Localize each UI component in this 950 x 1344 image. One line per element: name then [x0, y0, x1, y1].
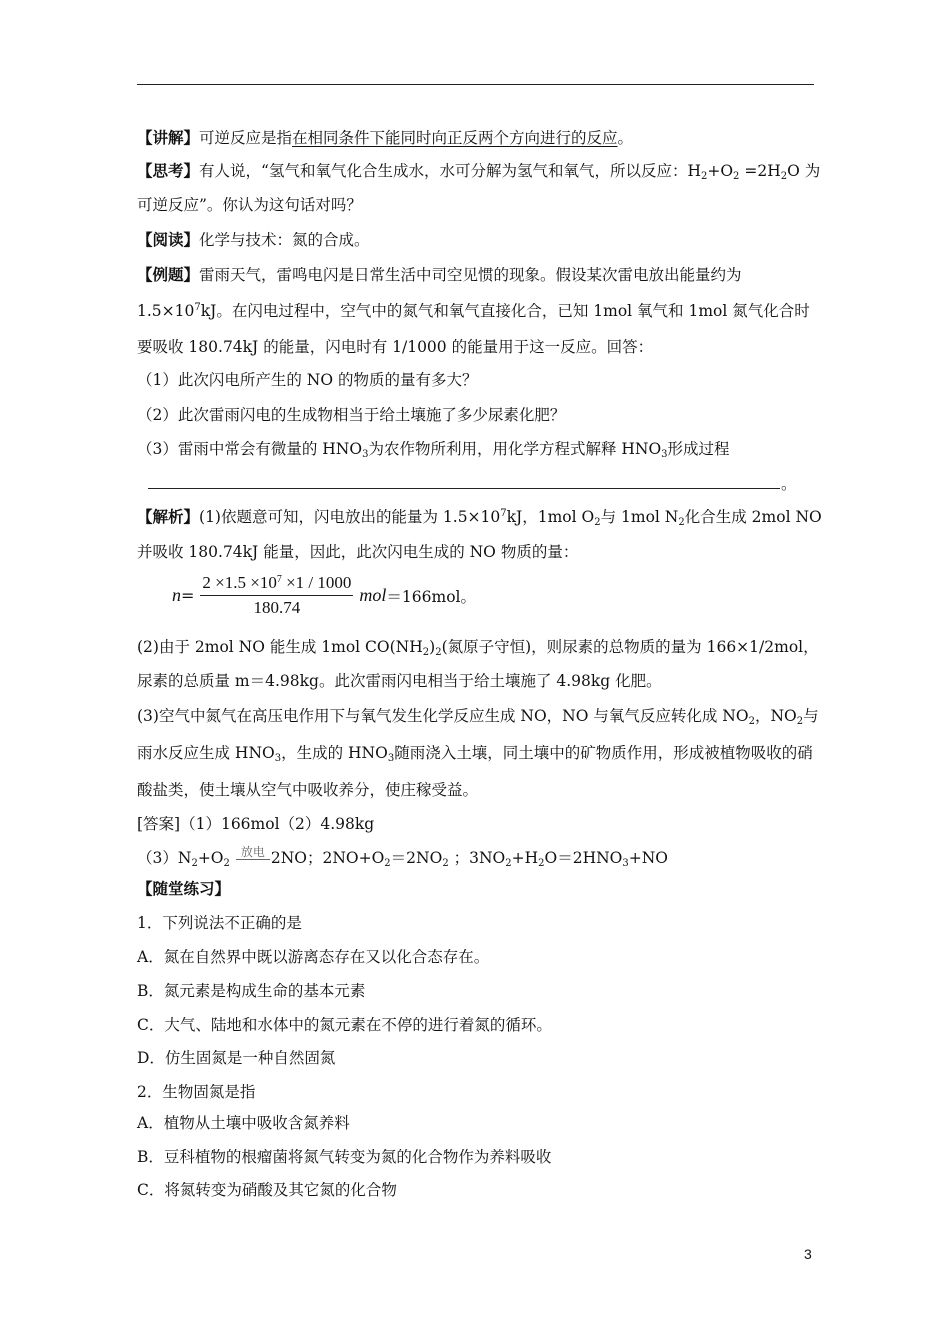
lecture-definition: 在相同条件下能同时向正反两个方向进行的反应 — [292, 129, 618, 147]
analysis-part-3-line-2: 雨水反应生成 $HNO_3$，生成的 $HNO_3$随雨浇入土壤，同土壤中的矿物质作用，形成被植物吸收的硝 — [137, 744, 813, 764]
lecture-paragraph: 【讲解】可逆反应是指在相同条件下能同时向正反两个方向进行的反应。 — [137, 128, 634, 147]
formula-variable: n — [172, 585, 181, 605]
page-number: 3 — [804, 1246, 812, 1262]
q2-option-b: B．豆科植物的根瘤菌将氮气转变为氮的化合物作为养料吸收 — [137, 1148, 552, 1166]
q2-option-a: A．植物从土壤中吸收含氮养料 — [137, 1114, 350, 1132]
header-rule — [137, 84, 814, 85]
analysis-part-2-line-2: 尿素的总质量 m＝4.98kg。此次雷雨闪电相当于给土壤施了 4.98kg 化肥。 — [137, 672, 662, 690]
q1-option-c: C．大气、陆地和水体中的氮元素在不停的进行着氮的循环。 — [137, 1016, 552, 1034]
reading-tag: 【阅读】 — [137, 230, 200, 249]
blank-end-mark: 。 — [781, 475, 797, 493]
analysis-paragraph: 【解析】(1)依题意可知，闪电放出的能量为 $1.5\times 10^7kJ$，1mol $O_2$与 1mol $N_2$化合生成 2mol NO — [137, 507, 822, 528]
formula-unit: mol — [359, 585, 387, 605]
reaction-condition-label: 放电 — [240, 845, 265, 859]
q1-option-a: A．氮在自然界中既以游离态存在又以化合态存在。 — [137, 948, 490, 966]
reading-paragraph: 【阅读】化学与技术：氮的合成。 — [137, 230, 370, 249]
reaction-condition-arrow — [236, 846, 270, 860]
analysis-part-3: (3)空气中氮气在高压电作用下与氧气发生化学反应生成 NO，NO 与氧气反应转化成 $NO_2$，$NO_2$与 — [137, 707, 819, 727]
lecture-tag: 【讲解】 — [137, 128, 200, 147]
think-line-2: 可逆反应”。你认为这句话对吗？ — [137, 196, 362, 214]
example-tag: 【例题】 — [137, 265, 200, 284]
formula-numerator: $2 \times 1.5 \times 10^7 \times 1 / 1000$ — [200, 573, 353, 596]
answer-equations: $(3)N_2+O_2$ 放电 2NO；$2NO+O_2=2NO_2$ ；$3NO_2+H_2O=2HNO_3+NO$ — [137, 845, 669, 869]
analysis-part-3-line-3: 酸盐类，使土壤从空气中吸收养分，使庄稼受益。 — [137, 781, 479, 799]
analysis-tag: 【解析】 — [137, 507, 200, 526]
answer-line-1: [答案]（1）166mol（2）4.98kg — [137, 815, 375, 833]
q1-option-d: D．仿生固氮是一种自然固氮 — [137, 1049, 336, 1067]
q2-option-c: C．将氮转变为硝酸及其它氮的化合物 — [137, 1181, 397, 1199]
formula-denominator: 180.74 — [253, 598, 301, 617]
example-question-2: （2）此次雷雨闪电的生成物相当于给土壤施了多少尿素化肥？ — [137, 406, 566, 424]
example-line-2: $1.5\times 10^7kJ$。在闪电过程中，空气中的氮气和氧气直接化合，已知 1mol 氧气和 1mol 氮气化合时 — [137, 302, 810, 320]
q1-option-b: B．氮元素是构成生命的基本元素 — [137, 982, 366, 1000]
practice-question-2: 2．生物固氮是指 — [137, 1083, 256, 1101]
example-question-1: （1）此次闪电所产生的 NO 的物质的量有多大？ — [137, 371, 478, 389]
practice-question-1: 1．下列说法不正确的是 — [137, 914, 302, 932]
example-question-3: （3）雷雨中常会有微量的 $HNO_3$为农作物所利用，用化学方程式解释 $HNO_3$形成过程 — [137, 440, 730, 460]
answer-blank-line — [148, 488, 780, 489]
example-paragraph: 【例题】雷雨天气，雷鸣电闪是日常生活中司空见惯的现象。假设某次雷电放出能量约为 — [137, 265, 742, 284]
formula-fraction — [200, 573, 353, 618]
think-paragraph: 【思考】有人说，“氢气和氧气化合生成水，水可分解为氢气和氧气，所以反应：$H_2+O_2 =2H_2O$ 为 — [137, 161, 821, 182]
formula-result: ＝166mol。 — [386, 587, 476, 606]
mole-formula: n = $\frac{2 \times 1.5 \times 10^7 \times 1 / 1000}{180.74}$ mol ＝166mol。 — [172, 573, 476, 617]
analysis-line-2: 并吸收 180.74kJ 能量，因此，此次闪电生成的 NO 物质的量： — [137, 543, 579, 561]
think-tag: 【思考】 — [137, 161, 200, 180]
example-line-3: 要吸收 180.74kJ 的能量，闪电时有 1/1000 的能量用于这一反应。回答： — [137, 338, 654, 356]
practice-heading: 【随堂练习】 — [137, 879, 231, 898]
analysis-part-2: (2)由于 2mol NO 能生成 1mol $CO(NH_2)_2$(氮原子守恒)，则尿素的总物质的量为 166×1/2mol， — [137, 638, 819, 658]
